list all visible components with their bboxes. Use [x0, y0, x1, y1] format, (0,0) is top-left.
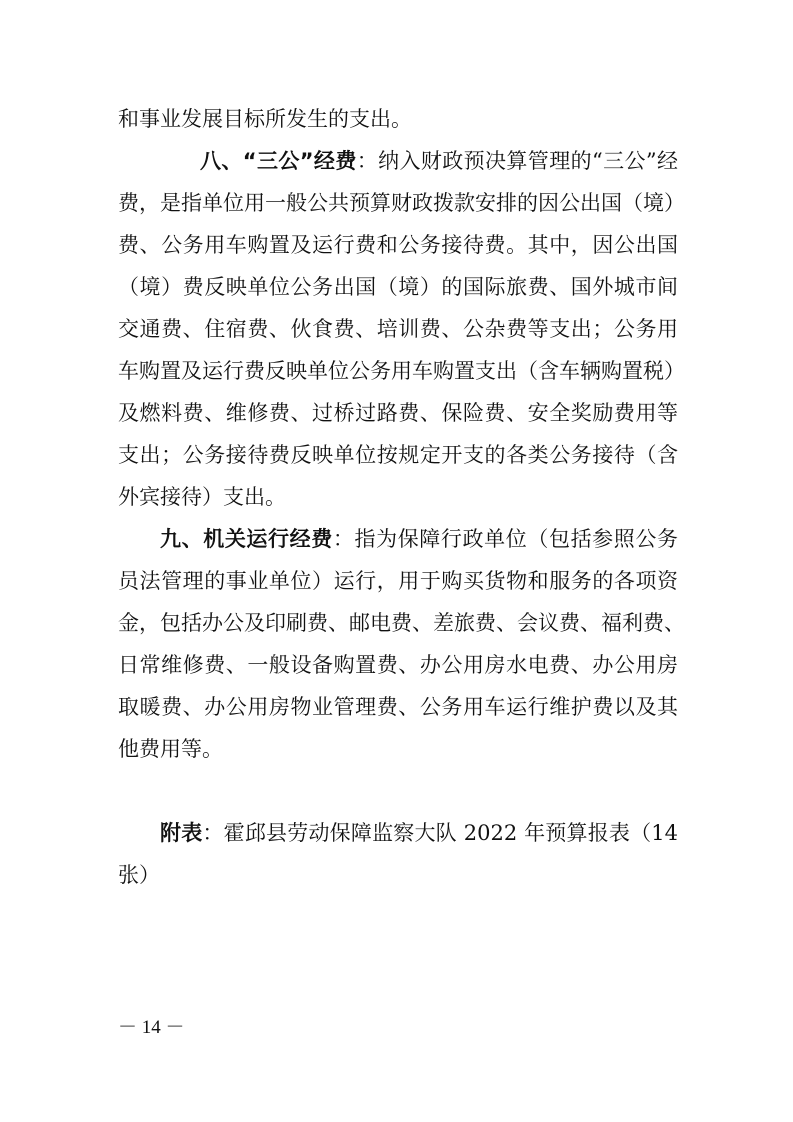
section8-text-line: 费，是指单位用一般公共预算财政拨款安排的因公出国（境）	[118, 191, 685, 215]
section8-text-line: 纳入财政预决算管理的“三公”经	[378, 149, 678, 173]
section8-text-line: 外宾接待）支出。	[118, 485, 286, 509]
intro-line: 和事业发展目标所发生的支出。	[118, 107, 412, 131]
attachment-line	[160, 812, 678, 854]
section8-colon: ：	[356, 149, 379, 173]
section8-text-line: 车购置及运行费反映单位公务用车购置支出（含车辆购置税）	[118, 359, 685, 383]
section9-text-line: 员法管理的事业单位）运行，用于购买货物和服务的各项资	[118, 569, 678, 593]
attachment-text-continued: 张）	[118, 863, 160, 887]
page-number: － 14 －	[118, 1017, 185, 1038]
section9-colon: ：	[332, 527, 355, 551]
section8-text-line: （境）费反映单位公务出国（境）的国际旅费、国外城市间	[118, 275, 678, 299]
section9-text-line: 他费用等。	[118, 737, 223, 761]
section8-heading: 八、“三公”经费	[200, 149, 357, 173]
section8-text-line: 交通费、住宿费、伙食费、培训费、公杂费等支出；公务用	[118, 317, 678, 341]
section9-text-line: 金，包括办公及印刷费、邮电费、差旅费、会议费、福利费、	[118, 611, 685, 635]
section9-text-line: 指为保障行政单位（包括参照公务	[354, 527, 679, 551]
section8-text-line: 及燃料费、维修费、过桥过路费、保险费、安全奖励费用等	[118, 401, 678, 425]
attachment-text: 霍邱县劳动保障监察大队 2022 年预算报表（14	[223, 821, 679, 845]
section9-heading: 九、机关运行经费	[160, 527, 333, 551]
section9-first-line	[160, 518, 678, 560]
section9-text-line: 取暖费、办公用房物业管理费、公务用车运行维护费以及其	[118, 695, 678, 719]
section8-first-line	[200, 140, 678, 182]
section8-text-line: 支出；公务接待费反映单位按规定开支的各类公务接待（含	[118, 443, 678, 467]
attachment-colon: ：	[202, 821, 224, 845]
section8-text-line: 费、公务用车购置及运行费和公务接待费。其中，因公出国	[118, 233, 678, 257]
section9-text-line: 日常维修费、一般设备购置费、办公用房水电费、办公用房	[118, 653, 678, 677]
attachment-label: 附表	[160, 821, 203, 845]
